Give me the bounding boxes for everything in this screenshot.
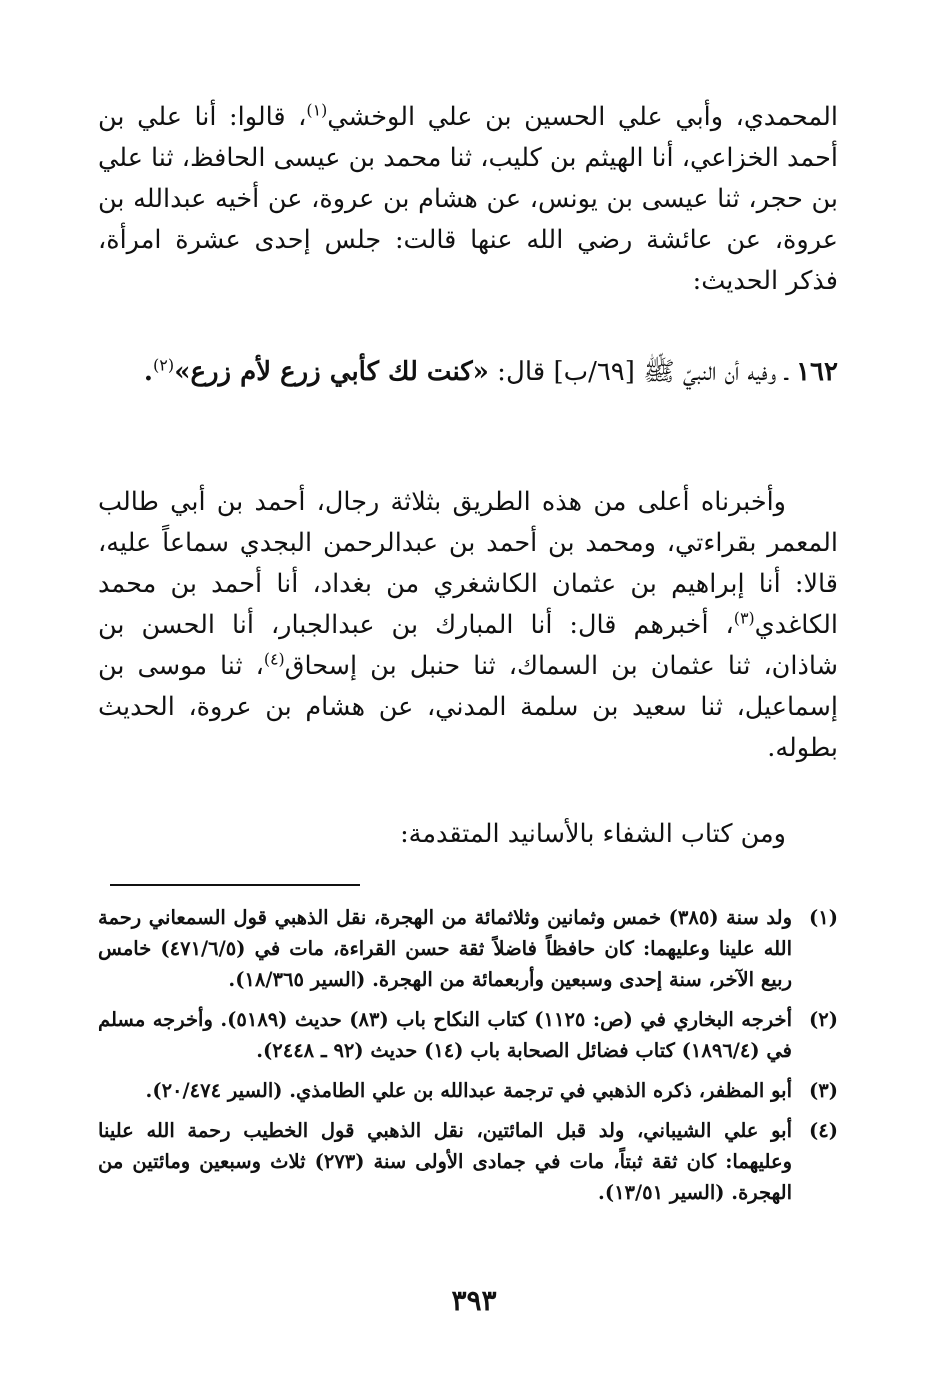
hadith-number: ١٦٢: [796, 357, 838, 387]
footnote-text: أخرجه البخاري في (ص: ١١٢٥) كتاب النكاح باب (٨٣) حديث (٥١٨٩). وأخرجه مسلم في (١٨٩٦/٤) كتاب فضائل الصحابة باب (١٤) حديث (٩٢ ـ ٢٤٤٨).: [98, 1008, 793, 1062]
footnote-number: (١): [809, 906, 838, 929]
footnote-ref: (٣): [733, 608, 755, 628]
paragraph-text: ، ثنا موسى بن إسماعيل، ثنا سعيد بن سلمة المدني، عن هشام بن عروة، الحديث بطوله.: [98, 651, 838, 763]
footnotes: [98, 902, 838, 1217]
footnote-number: (٤): [809, 1119, 838, 1142]
paragraph-text: ، أخبرهم قال: أنا المبارك بن عبدالجبار، أنا الحسن بن شاذان، ثنا عثمان بن السماك، ثنا حنبل بن إسحاق: [98, 610, 838, 681]
hadith-end: .: [143, 357, 153, 387]
paragraph-isnad-1: [98, 97, 838, 302]
hadith-162: [98, 352, 838, 393]
paragraph-shifa-heading: [98, 814, 838, 855]
footnote-number: (٣): [809, 1079, 838, 1102]
footnote-number: (٢): [809, 1008, 838, 1031]
paragraph-text: المحمدي، وأبي علي الحسين بن علي الوخشي: [327, 102, 838, 132]
paragraph-text: ومن كتاب الشفاء بالأسانيد المتقدمة:: [400, 819, 786, 849]
footnote: [98, 1004, 838, 1066]
footnote-ref: (١): [306, 100, 328, 120]
footnote-text: أبو علي الشيباني، ولد قبل المائتين، نقل الذهبي قول الخطيب رحمة الله علينا وعليهما: كان ثقة ثبتاً، مات في جمادى الأولى سنة (٢٧٣) ثلاث وسبعين ومائتين من الهجرة. (السير ١٣/٥١).: [98, 1119, 792, 1204]
hadith-lead: ـ وفيه أن النبيّ ﷺ [٦٩/ب] قال:: [488, 357, 797, 387]
paragraph-text: وأخبرناه أعلى من هذه الطريق بثلاثة رجال، أحمد بن أبي طالب المعمر بقراءتي، ومحمد بن أحمد بن عبدالرحمن البجدي سماعاً عليه، قالا: أنا إبراهيم بن عثمان الكاشغري من بغداد، أنا أحمد بن محمد الكاغدي: [98, 487, 838, 640]
hadith-quote: «كنت لك كأبي زرع لأم زرع»: [174, 357, 489, 387]
footnote-text: ولد سنة (٣٨٥) خمس وثمانين وثلاثمائة من الهجرة، نقل الذهبي قول السمعاني رحمة الله علينا وعليهما: كان حافظاً فاضلاً ثقة حسن القراءة، مات في (٤٧١/٦/٥) خامس ربيع الآخر، سنة إحدى وسبعين وأربعمائة من الهجرة. (السير ١٨/٣٦٥).: [98, 906, 792, 991]
footnote-ref: (٤): [263, 649, 285, 669]
footnote: [98, 1075, 838, 1106]
footnote-ref: (٢): [152, 355, 175, 375]
footnote-text: أبو المظفر، ذكره الذهبي في ترجمة عبدالله بن علي الطامذي. (السير ٢٠/٤٧٤).: [145, 1079, 792, 1102]
paragraph-text: ، قالوا: أنا علي بن أحمد الخزاعي، أنا الهيثم بن كليب، ثنا محمد بن عيسى الحافظ، ثنا علي بن حجر، ثنا عيسى بن يونس، عن هشام بن عروة، عن أخيه عبدالله بن عروة، عن عائشة رضي الله عنها قالت: جلس إحدى عشرة امرأة، فذكر الحديث:: [98, 102, 838, 296]
paragraph-isnad-2: [98, 482, 838, 769]
footnote: [98, 902, 838, 995]
footnote: [98, 1115, 838, 1208]
footnote-separator: [110, 884, 360, 886]
page-number: ٣٩٣: [451, 1284, 497, 1317]
